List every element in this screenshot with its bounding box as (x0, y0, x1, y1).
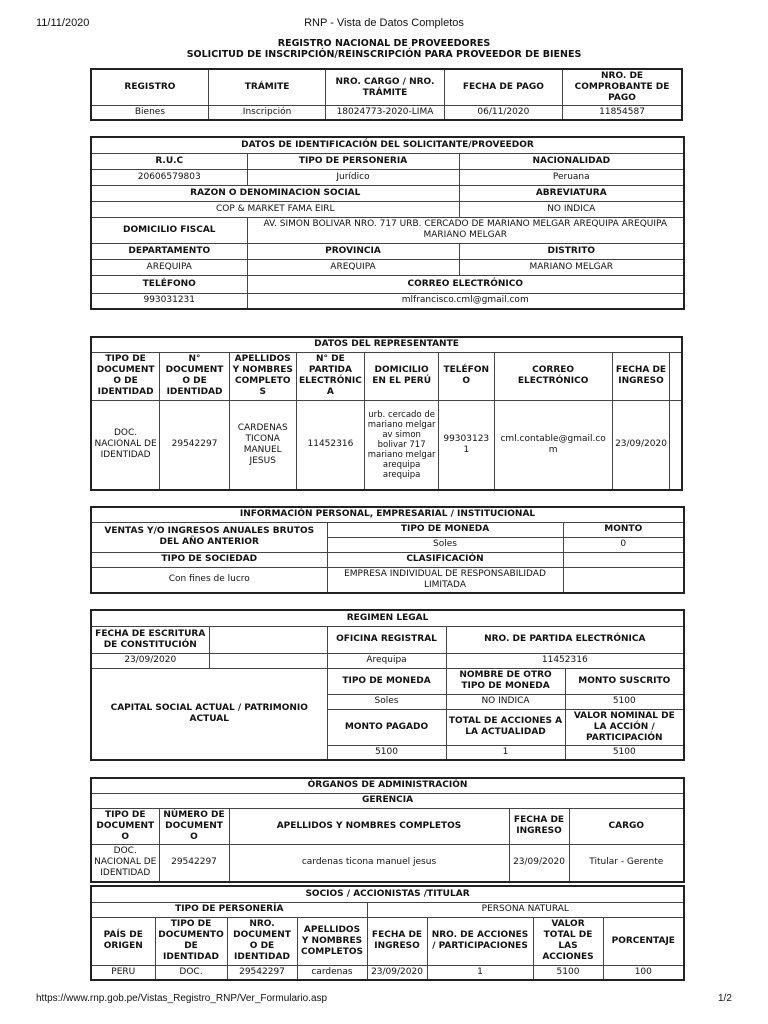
capital-label: CAPITAL SOCIAL ACTUAL / PATRIMONIO ACTUAL (91, 668, 327, 760)
correo-label: CORREO ELECTRÓNICO (247, 275, 684, 293)
suscrito-label: MONTO SUSCRITO (565, 668, 684, 694)
comprobante-header: NRO. DE COMPROBANTE DE PAGO (563, 69, 682, 106)
soc-tipo-doc: DOC. (155, 965, 227, 980)
provincia-label: PROVINCIA (247, 243, 459, 259)
soc-fecha: 23/09/2020 (367, 965, 427, 980)
rep-nro-doc-header: N° DOCUMENTO DE IDENTIDAD (160, 352, 230, 400)
representante-table (90, 336, 683, 491)
fecha-pago-header: FECHA DE PAGO (444, 69, 562, 106)
rep-telefono: 993031231 (438, 400, 494, 490)
registro-value: Bienes (91, 106, 208, 121)
rep-spacer (670, 400, 682, 490)
clasificacion-value: EMPRESA INDIVIDUAL DE RESPONSABILIDAD LIMITADA (327, 567, 563, 593)
moneda-label: TIPO DE MONEDA (327, 522, 563, 537)
comprobante-value: 11854587 (563, 106, 682, 121)
soc-pais-header: PAÍS DE ORIGEN (91, 917, 155, 965)
socios-personeria-value: PERSONA NATURAL (367, 902, 684, 917)
rep-correo-header: CORREO ELECTRÓNICO (494, 352, 612, 400)
rep-tipo-doc-header: TIPO DE DOCUMENTO DE IDENTIDAD (91, 352, 160, 400)
org-fecha-header: FECHA DE INGRESO (509, 808, 569, 844)
telefono-value: 993031231 (91, 293, 247, 309)
escritura-blank (209, 653, 327, 668)
monto-label: MONTO (563, 522, 684, 537)
soc-tipo-doc-header: TIPO DE DOCUMENTO DE IDENTIDAD (155, 917, 227, 965)
gerencia-subtitle: GERENCIA (91, 793, 684, 808)
rep-fecha: 23/09/2020 (612, 400, 670, 490)
tramite-header: TRÁMITE (208, 69, 325, 106)
ruc-value: 20606579803 (91, 169, 247, 185)
clasificacion-blank (563, 567, 684, 593)
org-fecha: 23/09/2020 (509, 844, 569, 882)
domicilio-label: DOMICILIO FISCAL (91, 217, 247, 243)
otro-moneda-value: NO INDICA (446, 694, 565, 709)
rep-partida-header: N° DE PARTIDA ELECTRÓNICA (296, 352, 365, 400)
org-tipo-doc-header: TIPO DE DOCUMENTO (91, 808, 159, 844)
abreviatura-value: NO INDICA (459, 201, 684, 217)
nacionalidad-value: Peruana (459, 169, 684, 185)
soc-pais: PERU (91, 965, 155, 980)
ruc-label: R.U.C (91, 153, 247, 169)
provincia-value: AREQUIPA (247, 259, 459, 275)
soc-porcentaje: 100 (603, 965, 684, 980)
monto-value: 0 (563, 537, 684, 552)
moneda-value: Soles (327, 537, 563, 552)
rep-spacer (670, 352, 682, 400)
acciones-label: TOTAL DE ACCIONES A LA ACTUALIDAD (446, 709, 565, 745)
print-page-count: 1/2 (718, 993, 732, 1004)
org-nombres: cardenas ticona manuel jesus (229, 844, 509, 882)
escritura-value: 23/09/2020 (91, 653, 209, 668)
tipo-moneda-label: TIPO DE MONEDA (327, 668, 446, 694)
identificacion-title: DATOS DE IDENTIFICACIÓN DEL SOLICITANTE/PROVEEDOR (91, 137, 684, 153)
tipo-moneda-value: Soles (327, 694, 446, 709)
oficina-value: Arequipa (327, 653, 446, 668)
print-page-title: RNP - Vista de Datos Completos (304, 17, 464, 29)
registro-table (90, 68, 683, 121)
soc-nro-doc-header: NRO. DOCUMENTO DE IDENTIDAD (227, 917, 297, 965)
sociedad-label: TIPO DE SOCIEDAD (91, 552, 327, 567)
print-date: 11/11/2020 (36, 17, 90, 29)
departamento-label: DEPARTAMENTO (91, 243, 247, 259)
rep-telefono-header: TELÉFONO (438, 352, 494, 400)
org-tipo-doc: DOC. NACIONAL DE IDENTIDAD (91, 844, 159, 882)
informacion-title: INFORMACIÓN PERSONAL, EMPRESARIAL / INSTITUCIONAL (91, 507, 684, 522)
soc-nombres: cardenas (297, 965, 367, 980)
fecha-pago-value: 06/11/2020 (444, 106, 562, 121)
soc-nro-doc: 29542297 (227, 965, 297, 980)
razon-label: RAZON O DENOMINACION SOCIAL (91, 185, 459, 201)
informacion-table (90, 506, 685, 594)
print-url[interactable]: https://www.rnp.gob.pe/Vistas_Registro_RNP/Ver_Formulario.asp (36, 993, 328, 1004)
org-cargo-header: CARGO (569, 808, 684, 844)
nominal-value: 5100 (565, 745, 684, 760)
soc-fecha-header: FECHA DE INGRESO (367, 917, 427, 965)
rep-nombres-header: APELLIDOS Y NOMBRES COMPLETOS (229, 352, 296, 400)
razon-value: COP & MARKET FAMA EIRL (91, 201, 459, 217)
rep-correo: cml.contable@gmail.com (494, 400, 612, 490)
abreviatura-label: ABREVIATURA (459, 185, 684, 201)
domicilio-value: AV. SIMON BOLIVAR NRO. 717 URB. CERCADO DE MARIANO MELGAR AREQUIPA AREQUIPA MARIANO MELGAR (247, 217, 684, 243)
org-nro-doc: 29542297 (159, 844, 229, 882)
soc-acciones: 1 (427, 965, 533, 980)
socios-table (90, 885, 685, 981)
personeria-value: Jurídico (247, 169, 459, 185)
distrito-label: DISTRITO (459, 243, 684, 259)
doc-title: REGISTRO NACIONAL DE PROVEEDORES (277, 38, 491, 49)
suscrito-value: 5100 (565, 694, 684, 709)
sociedad-value: Con fines de lucro (91, 567, 327, 593)
socios-personeria-label: TIPO DE PERSONERÍA (91, 902, 367, 917)
representante-title: DATOS DEL REPRESENTANTE (91, 337, 682, 352)
clasificacion-label: CLASIFICACIÓN (327, 552, 563, 567)
tramite-value: Inscripción (208, 106, 325, 121)
pagado-value: 5100 (327, 745, 446, 760)
organos-table (90, 777, 685, 883)
soc-porcentaje-header: PORCENTAJE (603, 917, 684, 965)
socios-title: SOCIOS / ACCIONISTAS /TITULAR (91, 886, 684, 902)
doc-subtitle: SOLICITUD DE INSCRIPCIÓN/REINSCRIPCIÓN PARA PROVEEDOR DE BIENES (186, 49, 582, 60)
rep-nro-doc: 29542297 (160, 400, 230, 490)
regimen-title: REGIMEN LEGAL (91, 610, 684, 626)
distrito-value: MARIANO MELGAR (459, 259, 684, 275)
nominal-label: VALOR NOMINAL DE LA ACCIÓN / PARTICIPACIÓN (565, 709, 684, 745)
nro-cargo-value: 18024773-2020-LIMA (326, 106, 444, 121)
identificacion-table (90, 136, 685, 310)
correo-value: mlfrancisco.cml@gmail.com (247, 293, 684, 309)
ventas-label: VENTAS Y/O INGRESOS ANUALES BRUTOS DEL AÑO ANTERIOR (91, 522, 327, 552)
partida-value: 11452316 (446, 653, 684, 668)
regimen-table (90, 609, 685, 761)
personeria-label: TIPO DE PERSONERIA (247, 153, 459, 169)
partida-label: NRO. DE PARTIDA ELECTRÓNICA (446, 626, 684, 653)
escritura-label: FECHA DE ESCRITURA DE CONSTITUCIÓN (91, 626, 209, 653)
rep-domicilio-header: DOMICILIO EN EL PERÚ (365, 352, 439, 400)
pagado-label: MONTO PAGADO (327, 709, 446, 745)
rep-domicilio: urb. cercado de mariano melgar av simon bolivar 717 mariano melgar arequipa arequipa (365, 400, 439, 490)
escritura-blank (209, 626, 327, 653)
clasificacion-blank (563, 552, 684, 567)
rep-nombres: CARDENAS TICONA MANUEL JESUS (229, 400, 296, 490)
soc-nombres-header: APELLIDOS Y NOMBRES COMPLETOS (297, 917, 367, 965)
otro-moneda-label: NOMBRE DE OTRO TIPO DE MONEDA (446, 668, 565, 694)
org-nombres-header: APELLIDOS Y NOMBRES COMPLETOS (229, 808, 509, 844)
org-nro-doc-header: NÚMERO DE DOCUMENTO (159, 808, 229, 844)
telefono-label: TELÉFONO (91, 275, 247, 293)
rep-fecha-header: FECHA DE INGRESO (612, 352, 670, 400)
oficina-label: OFICINA REGISTRAL (327, 626, 446, 653)
departamento-value: AREQUIPA (91, 259, 247, 275)
registro-header: REGISTRO (91, 69, 208, 106)
soc-valor: 5100 (533, 965, 603, 980)
soc-acciones-header: NRO. DE ACCIONES / PARTICIPACIONES (427, 917, 533, 965)
nacionalidad-label: NACIONALIDAD (459, 153, 684, 169)
rep-partida: 11452316 (296, 400, 365, 490)
soc-valor-header: VALOR TOTAL DE LAS ACCIONES (533, 917, 603, 965)
nro-cargo-header: NRO. CARGO / NRO. TRÁMITE (326, 69, 444, 106)
organos-title: ÓRGANOS DE ADMINISTRACIÓN (91, 778, 684, 793)
org-cargo: Titular - Gerente (569, 844, 684, 882)
rep-tipo-doc: DOC. NACIONAL DE IDENTIDAD (91, 400, 160, 490)
acciones-value: 1 (446, 745, 565, 760)
